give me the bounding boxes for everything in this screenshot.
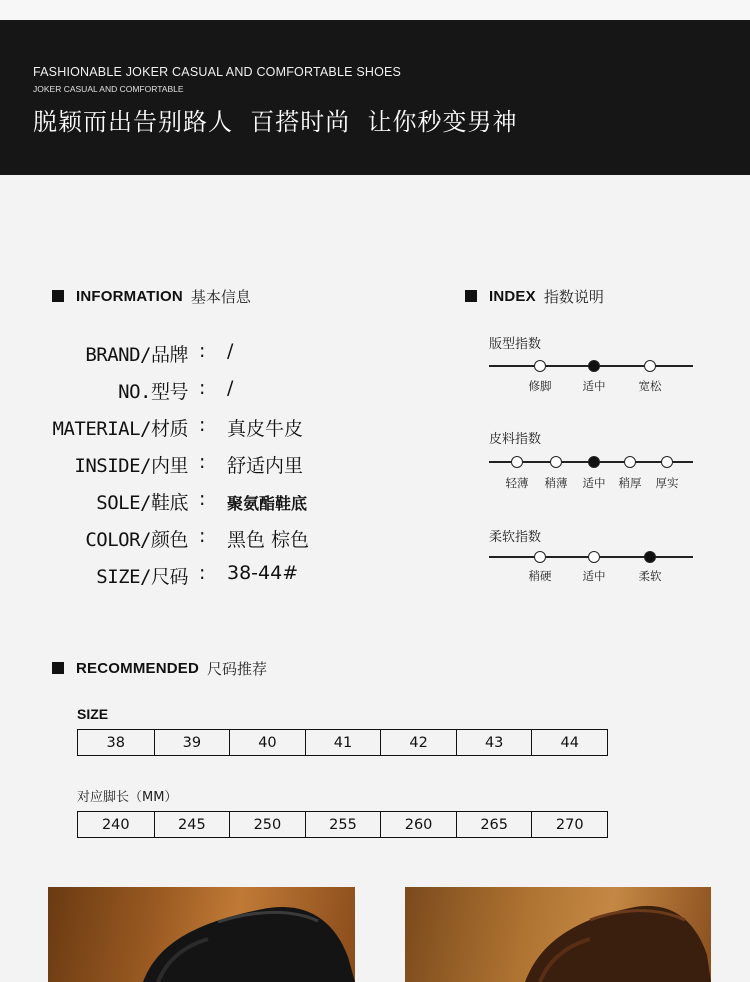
foot-length-caption: 对应脚长（MM） bbox=[77, 790, 178, 805]
index-option-label: 稍薄 bbox=[544, 476, 568, 490]
index-option-label: 柔软 bbox=[638, 569, 662, 583]
size-table bbox=[77, 729, 608, 756]
info-colon: : bbox=[199, 414, 206, 436]
index-dot-selected bbox=[644, 551, 656, 563]
info-label: INSIDE/内里 bbox=[74, 455, 188, 477]
info-colon: : bbox=[199, 525, 206, 547]
size-cell: 44 bbox=[531, 730, 607, 755]
info-row bbox=[0, 377, 420, 405]
size-cell: 43 bbox=[456, 730, 532, 755]
info-row bbox=[0, 451, 420, 479]
info-row bbox=[0, 414, 420, 442]
information-heading-cn: 基本信息 bbox=[190, 287, 251, 306]
info-label: MATERIAL/材质 bbox=[52, 418, 188, 440]
info-label: COLOR/颜色 bbox=[85, 529, 188, 551]
foot-length-table bbox=[77, 811, 608, 838]
index-dot bbox=[534, 551, 546, 563]
foot-length-cell: 240 bbox=[101, 816, 130, 833]
foot-length-cell: 260 bbox=[380, 812, 456, 837]
index-heading-cn: 指数说明 bbox=[543, 287, 604, 306]
banner-tagline-en: FASHIONABLE JOKER CASUAL AND COMFORTABLE SHOES bbox=[33, 65, 402, 79]
size-caption: SIZE bbox=[77, 706, 109, 722]
square-bullet-icon bbox=[465, 290, 477, 302]
index-dot bbox=[661, 456, 673, 468]
info-value: 真皮牛皮 bbox=[227, 418, 304, 440]
index-scale-title: 皮料指数 bbox=[489, 432, 542, 447]
shoe-photo-black bbox=[48, 887, 355, 982]
index-option-label: 稍硬 bbox=[528, 569, 552, 583]
information-heading-en: INFORMATION bbox=[76, 287, 183, 305]
banner-tagline-en-small: JOKER CASUAL AND COMFORTABLE bbox=[33, 84, 184, 94]
info-value: 舒适内里 bbox=[227, 455, 304, 477]
info-label: SOLE/鞋底 bbox=[96, 492, 188, 514]
index-option-label: 轻薄 bbox=[505, 476, 529, 490]
info-colon: : bbox=[199, 340, 206, 362]
info-value: 聚氨酯鞋底 bbox=[227, 494, 308, 513]
info-colon: : bbox=[199, 562, 206, 584]
info-colon: : bbox=[199, 451, 206, 473]
foot-length-cell: 245 bbox=[154, 812, 230, 837]
shoe-black-icon bbox=[48, 887, 355, 982]
index-dot bbox=[644, 360, 656, 372]
index-option-label: 适中 bbox=[582, 379, 606, 393]
info-label: NO.型号 bbox=[118, 381, 188, 403]
square-bullet-icon bbox=[52, 290, 64, 302]
top-strip bbox=[0, 0, 750, 20]
info-value: / bbox=[227, 340, 234, 362]
index-dot-selected bbox=[588, 360, 600, 372]
size-cell: 41 bbox=[305, 730, 381, 755]
info-row bbox=[0, 340, 420, 368]
index-dot bbox=[624, 456, 636, 468]
foot-length-cell: 250 bbox=[229, 812, 305, 837]
index-dot bbox=[588, 551, 600, 563]
info-value: 38-44# bbox=[227, 562, 299, 584]
size-cell: 42 bbox=[380, 730, 456, 755]
info-row bbox=[0, 525, 420, 553]
index-heading bbox=[465, 286, 604, 306]
index-dot bbox=[550, 456, 562, 468]
recommended-heading-en: RECOMMENDED bbox=[76, 659, 200, 677]
information-heading bbox=[52, 286, 251, 306]
info-value: / bbox=[227, 377, 234, 399]
index-scale-title: 柔软指数 bbox=[489, 530, 542, 545]
foot-length-cell: 265 bbox=[456, 812, 532, 837]
index-dot bbox=[534, 360, 546, 372]
info-label: SIZE/尺码 bbox=[96, 566, 188, 588]
index-heading-en: INDEX bbox=[489, 287, 536, 305]
info-colon: : bbox=[199, 377, 206, 399]
index-option-label: 厚实 bbox=[655, 476, 679, 490]
index-option-label: 适中 bbox=[582, 569, 606, 583]
index-dot-selected bbox=[588, 456, 600, 468]
info-label: BRAND/品牌 bbox=[85, 344, 188, 366]
foot-length-cell: 255 bbox=[305, 812, 381, 837]
index-option-label: 宽松 bbox=[638, 379, 662, 393]
banner-slogan: 脱颖而出告别路人 百搭时尚 让你秒变男神 bbox=[33, 108, 518, 136]
size-cell: 39 bbox=[154, 730, 230, 755]
info-value: 黑色 棕色 bbox=[227, 529, 310, 551]
index-option-label: 适中 bbox=[582, 476, 606, 490]
foot-length-cell: 270 bbox=[531, 812, 607, 837]
hero-banner bbox=[0, 20, 750, 175]
recommended-heading-cn: 尺码推荐 bbox=[207, 659, 268, 678]
recommended-heading bbox=[52, 658, 267, 678]
shoe-photo-brown bbox=[405, 887, 711, 982]
index-scale-title: 版型指数 bbox=[489, 337, 542, 352]
info-row bbox=[0, 488, 420, 516]
shoe-brown-icon bbox=[405, 887, 711, 982]
size-cell: 38 bbox=[106, 734, 125, 751]
info-row bbox=[0, 562, 420, 590]
index-dot bbox=[511, 456, 523, 468]
info-colon: : bbox=[199, 488, 206, 510]
size-cell: 40 bbox=[229, 730, 305, 755]
index-option-label: 修脚 bbox=[528, 379, 552, 393]
square-bullet-icon bbox=[52, 662, 64, 674]
index-option-label: 稍厚 bbox=[618, 476, 642, 490]
